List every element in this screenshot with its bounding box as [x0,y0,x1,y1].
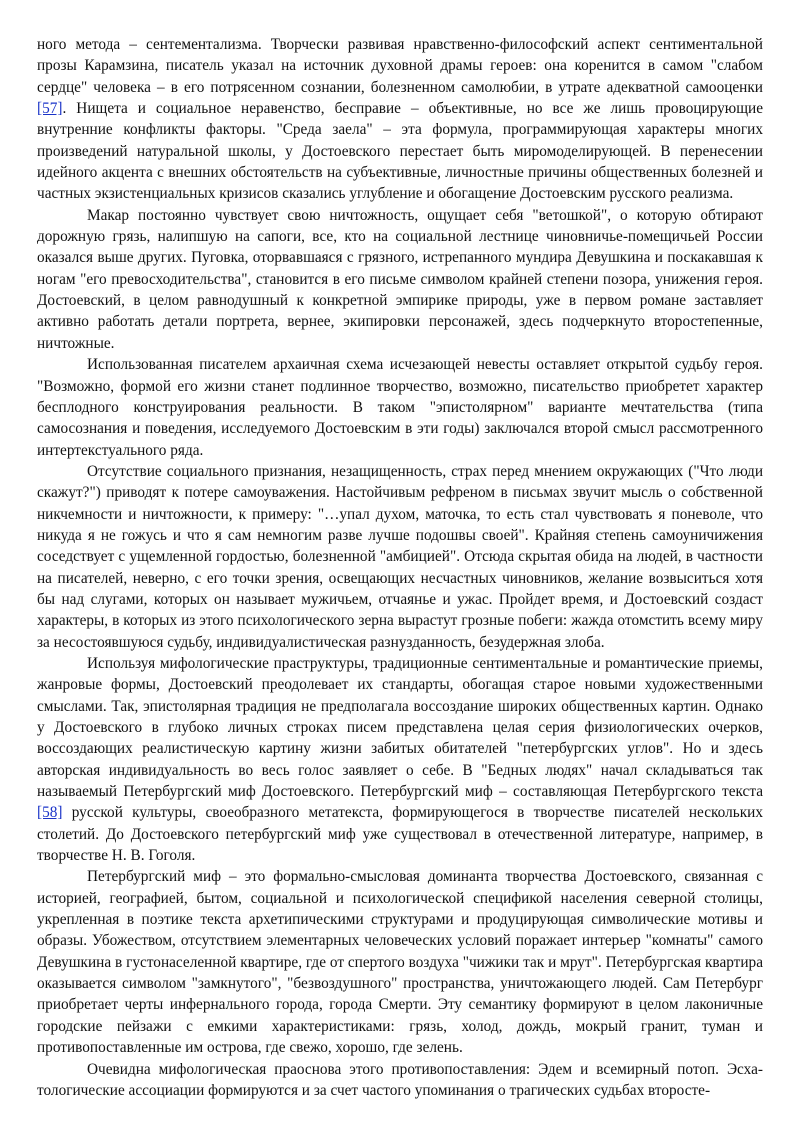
paragraph [37,1059,763,1102]
paragraph-text: Макар постоянно чувствует свою ничтожность, ощущает себя "ветошкой", о которую обтирают дорожную грязь, налипшую на сапоги, все, кто на социальной лестнице чиновничье-помещичьей России оказался выше других. Пуговка, оторвавшаяся с грязного, истрепанного мундира Девушкина и поскакавшая к ногам "его превосходительства", становится в его письме символом крайней степени позора, унижения героя. Достоевский, в целом равнодушный к конкретной эмпирике природы, уже в первом романе заставляет активно работать детали портрета, вернее, экипировки персонажей, здесь подчеркнуто второстепенные, ничтожные. [37,206,763,352]
paragraph-text: Отсутствие социального признания, незащищенность, страх перед мнением окружающих ("Что люди скажут?") приводят к потере самоуважения. Настойчивым рефреном в письмах звучит мысль о собственной никчемности и ничтожности, к примеру: "…упал духом, маточка, то есть стал чувствовать я поневоле, что никуда я не гожусь и что я сам немногим разве лучше подошвы своей". Крайняя степень самоуничижения соседствует с ущемленной гордостью, болезненной "амбицией". Отсюда скрытая обида на людей, в частности на писателей, неверно, с его точки зрения, освещающих несчастных чиновников, желание возвыситься хотя бы над слугами, которых он называет мужичьем, отчаянье и ужас. Пройдет время, и Достоевский создаст характеры, в которых из этого психологического зерна вырастут грозные побеги: жажда отомстить всему миру за несостоявшуюся судьбу, индивидуалистическая разнузданность, безудержная злоба. [37,462,763,651]
footnote-link[interactable]: [57] [37,100,63,118]
paragraph [37,205,763,354]
paragraph [37,653,763,866]
paragraph-text: . Нищета и социальное неравенство, бесправие – объективные, но все же лишь провоцирующие внутренние конфликты факторы. "Среда заела" – эта формула, программирующая характеры многих произведений натуральной школы, у Достоевского перестает быть миромоделирующей. В перенесении идейного акцента с внешних обстоятельств на субъективные, личностные причины общественных болезней и частных экзистенциальных кризисов сказались углубление и обогащение Достоевским русского реализма. [37,100,763,203]
paragraph-text: Используя мифологические праструктуры, традиционные сентиментальные и романтические приемы, жанровые формы, Достоевский преодолевает их стандарты, обогащая старое новыми художественными смыслами. Так, эпистолярная традиция не предполагала воссоздание широких общественных картин. Однако у Достоевского в глубоко личных строках писем представлена целая серия физиологических очерков, воссоздающих реалистическую картину жизни забитых обитателей "петербургских углов". Но и здесь авторская индивидуальность во весь голос заявляет о себе. В "Бедных людях" начал складываться так называемый Петербургский миф Достоевского. Петербургский миф – составляющая Петербургского текста [37,654,763,801]
paragraph-text: Использованная писателем архаичная схема исчезающей невесты оставляет открытой судьбу героя. "Возможно, формой его жизни станет подлинное творчество, возможно, писательство приобретет характер бесплодного конструирования реальности. В таком "эпистолярном" варианте мечтательства (типа самосознания и поведения, исследуемого Достоевским в эти годы) заключался второй смысл рассмотренного интертекстуального ряда. [37,356,763,459]
footnote-link[interactable]: [58] [37,804,63,822]
paragraph [37,461,763,653]
body-text [37,34,763,1101]
paragraph-text: ного метода – сентементализма. Творчески развивая нравственно-философский аспект сентиментальной прозы Карамзина, писатель указал на источник духовной драмы героев: она коренится в самом "слабом сердце" человека – в его потрясенном сознании, болезненном самолюбии, в утрате адекватной самооценки [37,36,763,96]
paragraph-text: Петербургский миф – это формально-смысловая доминанта творчества Достоевского, связанная с историей, географией, бытом, социальной и психологической спецификой населения северной столицы, укрепленная в поэтике текста архетипическими структурами и продуцирующая символические мотивы и образы. Убожеством, отсутствием элементарных человеческих условий поражает интерьер "комнаты" самого Девушкина в густонаселенной квартире, где от спертого воздуха "чижики так и мрут". Петербургская квартира оказывается символом "замкнутого", "безвоздушного" пространства, уничтожающего людей. Сам Петербург приобретает черты инфернального города, города Смерти. Эту семантику формируют в целом лаконичные городские пейзажи с емкими характеристиками: грязь, холод, дождь, мокрый гранит, туман и противопоставленные им острова, где свежо, хорошо, где зелень. [37,868,763,1057]
paragraph [37,34,763,205]
paragraph [37,866,763,1058]
paragraph [37,354,763,461]
paragraph-text: русской культуры, своеобразного метатекста, формирующегося в творчестве писателей нескольких столетий. До Достоевского петербургский миф уже существовал в отечественной литературе, например, в творчестве Н. В. Гоголя. [37,804,763,865]
paragraph-text: Очевидна мифологическая праоснова этого противопоставления: Эдем и всемирный потоп. Эсхатологические ассоциации формируются и за счет частого упоминания о трагических судьбах второсте- [37,1060,763,1099]
